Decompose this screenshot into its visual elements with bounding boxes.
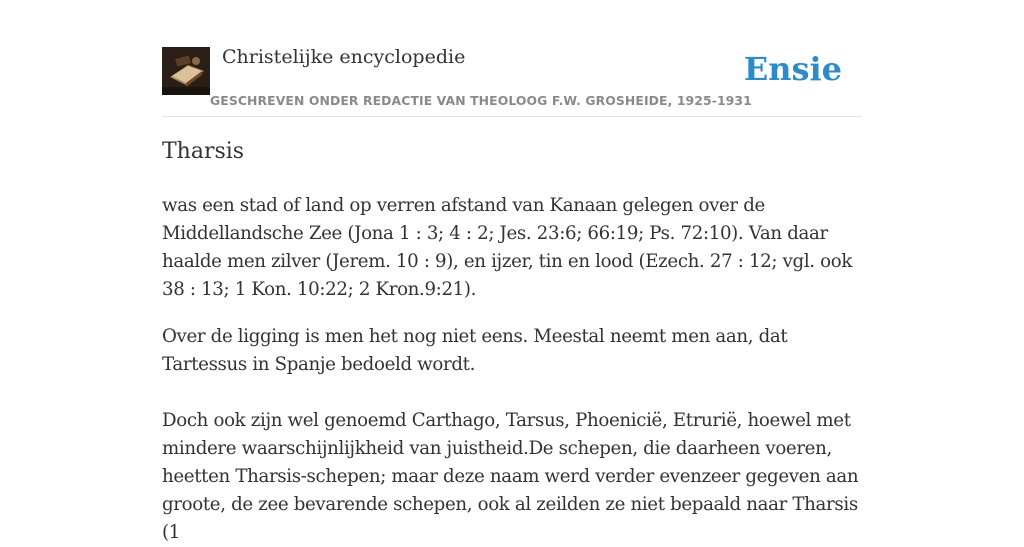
article-body (162, 192, 862, 547)
site-title[interactable]: Christelijke encyclopedie (222, 46, 466, 68)
book-photo-icon[interactable] (162, 47, 210, 95)
site-subtitle: GESCHREVEN ONDER REDACTIE VAN THEOLOOG F.W. GROSHEIDE, 1925-1931 (210, 93, 752, 108)
article-paragraph: Over de ligging is men het nog niet eens. Meestal neemt men aan, dat Tartessus in Spanje bedoeld wordt. (162, 326, 788, 375)
article-paragraph: Doch ook zijn wel genoemd Carthago, Tarsus, Phoenicië, Etrurië, hoewel met mindere waarschijnlijkheid van juistheid.De schepen, die daarheen voeren, heetten Tharsis-schepen; maar deze naam werd verder evenzeer gegeven aan groote, de zee bevarende schepen, ook al zeilden ze niet bepaald naar Tharsis (1 (162, 410, 859, 543)
article-title: Tharsis (162, 139, 245, 164)
brand-logo[interactable]: Ensie (743, 50, 842, 88)
site-header (162, 46, 862, 117)
article-paragraph: was een stad of land op verren afstand van Kanaan gelegen over de Middellandsche Zee (Jona 1 : 3; 4 : 2; Jes. 23:6; 66:19; Ps. 72:10). Van daar haalde men zilver (Jerem. 10 : 9), en ijzer, tin en lood (Ezech. 27 : 12; vgl. ook 38 : 13; 1 Kon. 10:22; 2 Kron.9:21). (162, 195, 853, 300)
